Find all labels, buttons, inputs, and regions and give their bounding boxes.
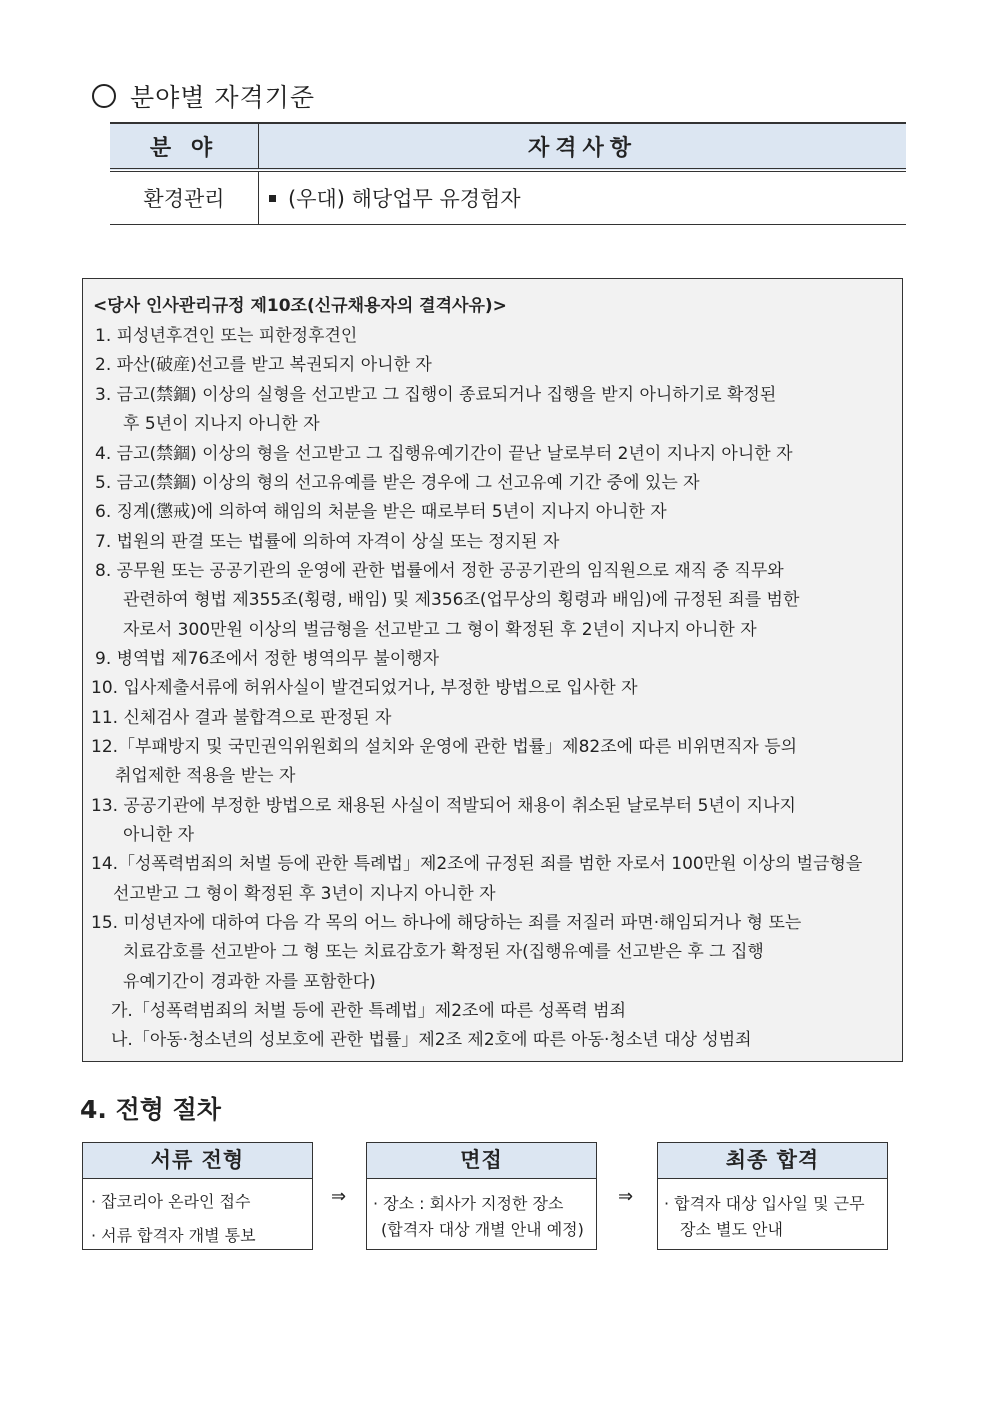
section4-heading: 4. 전형 절차 [80, 1095, 221, 1124]
list-item: 자로서 300만원 이상의 벌금형을 선고받고 그 형이 확정된 후 2년이 지나지 아니한 자 [123, 620, 757, 640]
step-line: · 합격자 대상 입사일 및 근무 [664, 1194, 865, 1213]
step-line: · 잡코리아 온라인 접수 [91, 1192, 251, 1211]
section-heading-text: 분야별 자격기준 [130, 83, 315, 112]
list-item: 유예기간이 경과한 자를 포함한다) [123, 972, 376, 992]
cell-requirement [259, 170, 907, 225]
list-item: 15. 미성년자에 대하여 다음 각 목의 어느 하나에 해당하는 죄를 저질러 파면·해임되거나 형 또는 [91, 913, 802, 933]
list-item: 5. 금고(禁錮) 이상의 형의 선고유예를 받은 경우에 그 선고유예 기간 중에 있는 자 [95, 473, 700, 493]
list-item: 13. 공공기관에 부정한 방법으로 채용된 사실이 적발되어 채용이 취소된 날로부터 5년이 지나지 [91, 796, 796, 816]
square-bullet-icon [269, 195, 276, 202]
step-title: 최종 합격 [658, 1143, 887, 1179]
list-item: 관련하여 형법 제355조(횡령, 배임) 및 제356조(업무상의 횡령과 배임)에 규정된 죄를 범한 [123, 590, 800, 610]
right-arrow-icon: ⇒ [331, 1186, 347, 1207]
list-item: 치료감호를 선고받아 그 형 또는 치료감호가 확정된 자(집행유예를 선고받은 후 그 집행 [123, 942, 764, 962]
step-line: (합격자 대상 개별 안내 예정) [381, 1220, 584, 1239]
box-title: <당사 인사관리규정 제10조(신규채용자의 결격사유)> [93, 296, 507, 316]
disqualification-box [82, 278, 903, 1062]
right-arrow-icon: ⇒ [618, 1186, 634, 1207]
step-title: 면접 [367, 1143, 596, 1179]
step-title: 서류 전형 [83, 1143, 312, 1179]
list-item: 후 5년이 지나지 아니한 자 [123, 414, 320, 434]
table-row [110, 170, 906, 225]
list-item: 7. 법원의 판결 또는 법률에 의하여 자격이 상실 또는 정지된 자 [95, 532, 560, 552]
list-item: 3. 금고(禁錮) 이상의 실형을 선고받고 그 집행이 종료되거나 집행을 받지 아니하기로 확정된 [95, 385, 777, 405]
qualification-table [110, 122, 906, 225]
list-item: 10. 입사제출서류에 허위사실이 발견되었거나, 부정한 방법으로 입사한 자 [91, 678, 638, 698]
list-item: 4. 금고(禁錮) 이상의 형을 선고받고 그 집행유예기간이 끝난 날로부터 2년이 지나지 아니한 자 [95, 444, 793, 464]
table-header-row [110, 123, 906, 170]
list-item: 가.「성폭력범죄의 처벌 등에 관한 특례법」제2조에 따른 성폭력 범죄 [111, 1001, 627, 1021]
step-interview [366, 1142, 597, 1250]
list-item: 14.「성폭력범죄의 처벌 등에 관한 특례법」제2조에 규정된 죄를 범한 자로서 100만원 이상의 벌금형을 [91, 854, 863, 874]
section-heading [92, 78, 315, 114]
step-line: 장소 별도 안내 [680, 1220, 783, 1239]
list-item: 6. 징계(懲戒)에 의하여 해임의 처분을 받은 때로부터 5년이 지나지 아니한 자 [95, 502, 667, 522]
step-line: · 서류 합격자 개별 통보 [91, 1226, 256, 1245]
step-final-pass [657, 1142, 888, 1250]
list-item: 12.「부패방지 및 국민권익위원회의 설치와 운영에 관한 법률」제82조에 따른 비위면직자 등의 [91, 737, 798, 757]
cell-field: 환경관리 [110, 170, 259, 225]
list-item: 1. 피성년후견인 또는 피한정후견인 [95, 326, 358, 346]
list-item: 11. 신체검사 결과 불합격으로 판정된 자 [91, 708, 392, 728]
step-document-screening [82, 1142, 313, 1250]
step-line: · 장소 : 회사가 지정한 장소 [373, 1194, 564, 1213]
header-field: 분 야 [110, 123, 259, 170]
requirement-text: (우대) 해당업무 유경험자 [288, 187, 521, 211]
list-item: 8. 공무원 또는 공공기관의 운영에 관한 법률에서 정한 공공기관의 임직원으로 재직 중 직무와 [95, 561, 784, 581]
list-item: 9. 병역법 제76조에서 정한 병역의무 불이행자 [95, 649, 440, 669]
list-item: 아니한 자 [123, 825, 195, 845]
list-item: 선고받고 그 형이 확정된 후 3년이 지나지 아니한 자 [113, 884, 496, 904]
circle-bullet-icon [92, 84, 116, 108]
header-requirement: 자격사항 [259, 123, 907, 170]
list-item: 나.「아동·청소년의 성보호에 관한 법률」제2조 제2호에 따른 아동·청소년 대상 성범죄 [111, 1030, 752, 1050]
list-item: 2. 파산(破産)선고를 받고 복권되지 아니한 자 [95, 355, 432, 375]
list-item: 취업제한 적용을 받는 자 [115, 766, 296, 786]
